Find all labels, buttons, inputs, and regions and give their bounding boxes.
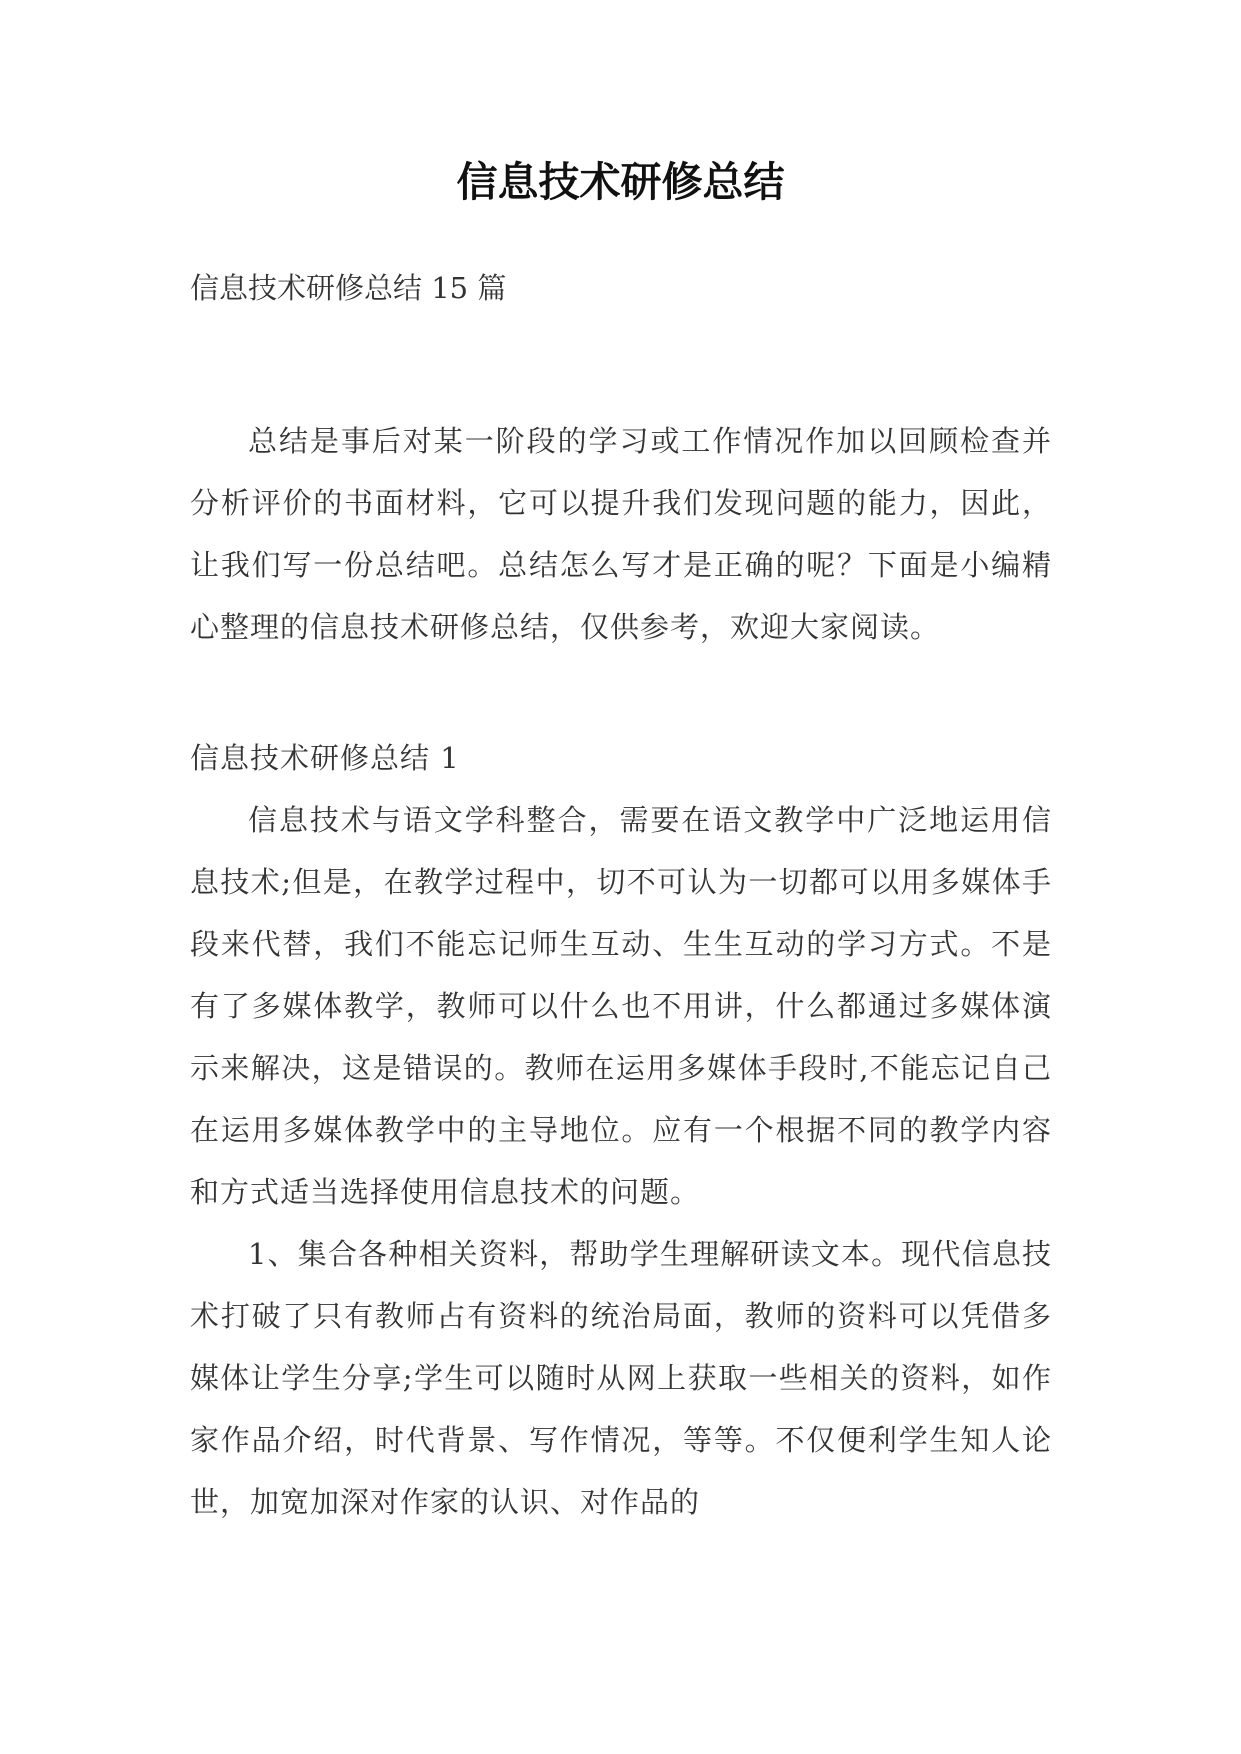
body-paragraph: 1、集合各种相关资料，帮助学生理解研读文本。现代信息技术打破了只有教师占有资料的统治局面，教师的资料可以凭借多媒体让学生分享;学生可以随时从网上获取一些相关的资料，如作家作品介绍，时代背景、写作情况，等等。不仅便利学生知人论世，加宽加深对作家的认识、对作品的 xyxy=(190,1237,1052,1519)
section-heading: 信息技术研修总结 1 xyxy=(190,741,460,775)
body-paragraph: 信息技术与语文学科整合，需要在语文教学中广泛地运用信息技术;但是，在教学过程中，切不可认为一切都可以用多媒体手段来代替，我们不能忘记师生互动、生生互动的学习方式。不是有了多媒体教学，教师可以什么也不用讲，什么都通过多媒体演示来解决，这是错误的。教师在运用多媒体手段时,不能忘记自己在运用多媒体教学中的主导地位。应有一个根据不同的教学内容和方式适当选择使用信息技术的问题。 xyxy=(190,803,1052,1209)
intro-paragraph: 总结是事后对某一阶段的学习或工作情况作加以回顾检查并分析评价的书面材料，它可以提升我们发现问题的能力，因此，让我们写一份总结吧。总结怎么写才是正确的呢？下面是小编精心整理的信息技术研修总结，仅供参考，欢迎大家阅读。 xyxy=(190,424,1052,644)
document-title: 信息技术研修总结 xyxy=(456,158,785,206)
document-subtitle: 信息技术研修总结 15 篇 xyxy=(190,271,507,305)
document-body xyxy=(190,410,1052,1533)
